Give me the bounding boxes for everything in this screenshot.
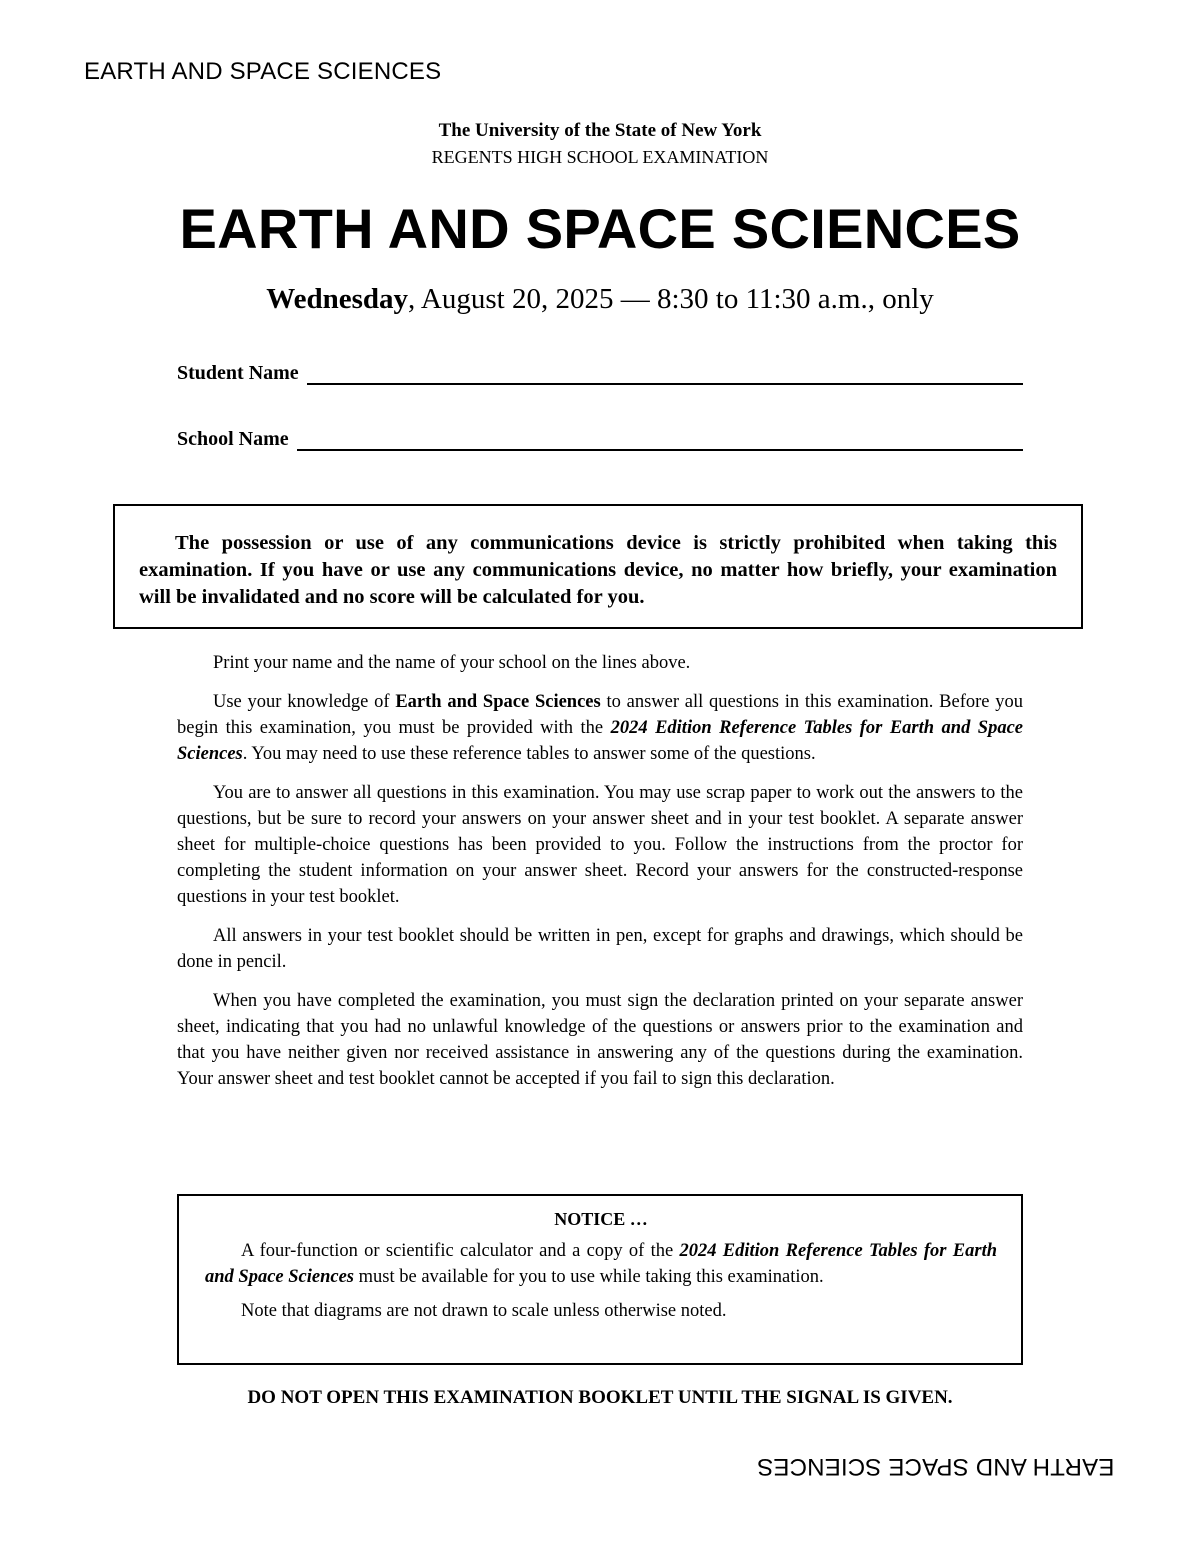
notice-text-1a: A four-function or scientific calculator and a copy of the [241,1241,680,1261]
notice-reference-tables: 2024 Edition Reference Tables for Earth and Space Sciences [205,1241,997,1287]
exam-type: REGENTS HIGH SCHOOL EXAMINATION [431,147,769,167]
school-name-label: School Name [177,428,289,450]
instruction-paragraph-4 [177,923,1023,975]
instruction-text-2b: to answer all questions in this examination. Before you begin this examination, you must be provided with the [177,692,1024,738]
notice-paragraph-1 [205,1238,997,1290]
exam-title: EARTH AND SPACE SCIENCES [179,197,1021,260]
notice-title: NOTICE … [554,1209,648,1229]
do-not-open-warning: DO NOT OPEN THIS EXAMINATION BOOKLET UNTIL THE SIGNAL IS GIVEN. [247,1387,953,1408]
school-name-field[interactable] [177,428,1023,451]
device-warning-box [113,504,1083,629]
instruction-paragraph-2 [177,689,1023,767]
school-name-line[interactable] [297,433,1023,451]
university-name: The University of the State of New York [438,120,762,141]
running-footer-inverted: EARTH AND SPACE SCIENCES [756,1453,1114,1480]
student-name-line[interactable] [307,367,1023,385]
device-warning-text: The possession or use of any communications device is strictly prohibited when taking this examination. If you have or use any communications device, no matter how briefly, your examination will be invalidated and no score will be calculated for you. [139,532,1057,608]
instructions [177,650,1023,1105]
notice-text-1b: must be available for you to use while taking this examination. [354,1267,824,1287]
instruction-paragraph-3 [177,780,1023,910]
instruction-subject: Earth and Space Sciences [395,692,601,712]
instruction-text-1: Print your name and the name of your school on the lines above. [213,653,691,673]
exam-day: Wednesday [266,283,409,315]
instruction-paragraph-1 [177,650,1023,676]
notice-text-2: Note that diagrams are not drawn to scale unless otherwise noted. [241,1301,727,1321]
running-header: EARTH AND SPACE SCIENCES [84,58,442,85]
notice-box [177,1194,1023,1365]
exam-date [0,283,1200,316]
student-name-label: Student Name [177,362,299,384]
instruction-paragraph-5 [177,988,1023,1092]
student-name-field[interactable] [177,362,1023,385]
instruction-text-3: You are to answer all questions in this examination. You may use scrap paper to work out the answers to the questions, but be sure to record your answers on your answer sheet and in your test booklet. A separate answer sheet for multiple-choice questions has been provided to you. Follow the instructions from the proctor for completing the student information on your answer sheet. Record your answers for the constructed-response questions in your test booklet. [177,783,1023,907]
instruction-text-4: All answers in your test booklet should be written in pen, except for graphs and drawings, which should be done in pencil. [177,926,1023,972]
instruction-reference-tables: 2024 Edition Reference Tables for Earth and Space Sciences [177,718,1023,764]
instruction-text-2c: . You may need to use these reference tables to answer some of the questions. [242,744,816,764]
exam-date-time: , August 20, 2025 — 8:30 to 11:30 a.m., only [408,283,934,315]
notice-paragraph-2 [205,1298,997,1324]
instruction-text-5: When you have completed the examination, you must sign the declaration printed on your separate answer sheet, indicating that you had no unlawful knowledge of the questions or answers prior to the examination and that you have neither given nor received assistance in answering any of the questions during the examination. Your answer sheet and test booklet cannot be accepted if you fail to sign this declaration. [177,991,1023,1089]
instruction-text-2a: Use your knowledge of [213,692,396,712]
